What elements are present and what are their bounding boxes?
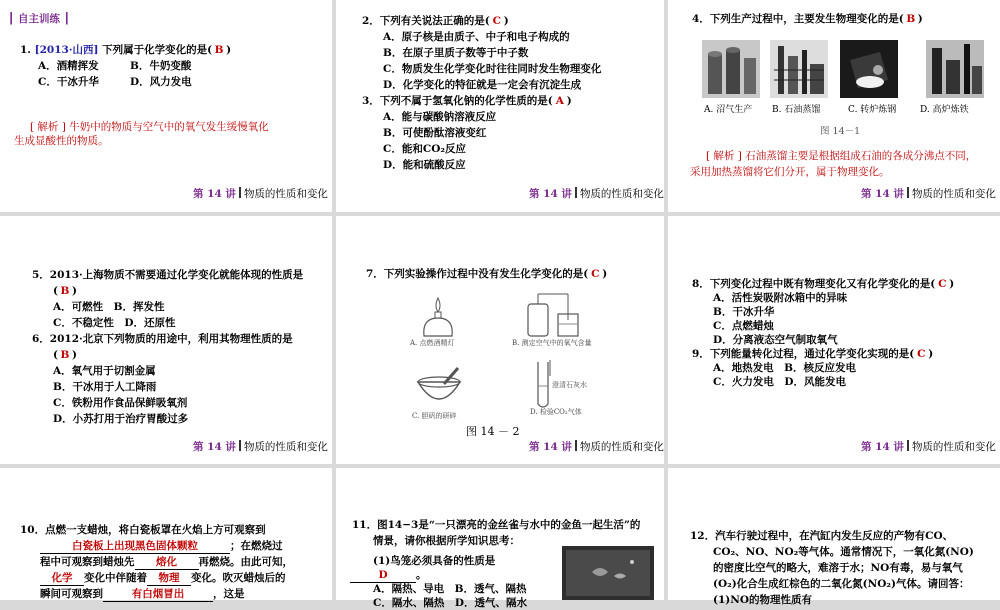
question-1 bbox=[20, 43, 231, 57]
paren-close: ) bbox=[71, 285, 77, 297]
lecture-title: 物质的性质和变化 bbox=[579, 441, 664, 453]
sub-question: (1)鸟笼必须具备的性质是 bbox=[373, 555, 496, 567]
paren-close: ) bbox=[928, 348, 934, 360]
figure-label: 图 14－1 bbox=[820, 126, 861, 137]
option: C．火力发电 D．风能发电 bbox=[713, 376, 846, 388]
text-span: 再燃烧。由此可知， bbox=[198, 556, 293, 568]
oxygen-measure-apparatus-icon bbox=[522, 290, 582, 340]
answer: B bbox=[906, 13, 916, 25]
option: C．铁粉用作食品保鲜吸氧剂 bbox=[53, 397, 188, 409]
fill-line bbox=[40, 539, 283, 554]
slide-9[interactable] bbox=[668, 468, 1000, 606]
option: A．原子核是由质子、中子和电子构成的 bbox=[383, 31, 570, 43]
answer: C bbox=[591, 268, 600, 280]
fill-line: D 。 bbox=[350, 568, 427, 583]
analysis-tag: [ 解析 ] bbox=[706, 150, 742, 162]
diagram-caption: B. 测定空气中的氧气含量 bbox=[512, 339, 592, 347]
option: A．活性炭吸附冰箱中的异味 bbox=[713, 292, 848, 304]
lecture-number: 第 14 讲 bbox=[529, 188, 572, 200]
option: D．化学变化的特征就是一定会有沉淀生成 bbox=[383, 79, 582, 91]
option: B．牛奶变酸 bbox=[130, 60, 192, 72]
answer: A bbox=[555, 95, 564, 107]
answer: C bbox=[492, 15, 501, 27]
limewater-label: 澄清石灰水 bbox=[552, 381, 587, 389]
option: C．能和CO₂反应 bbox=[383, 143, 466, 155]
paren-close: ) bbox=[949, 278, 955, 290]
question-source: [2013·山西] bbox=[34, 44, 99, 56]
option: D．小苏打用于治疗胃酸过多 bbox=[53, 413, 189, 425]
fill-blank: 物理 bbox=[147, 571, 191, 586]
slide-1[interactable] bbox=[0, 0, 332, 212]
option: D．能和硫酸反应 bbox=[383, 159, 466, 171]
fill-blank: 有白烟冒出 bbox=[103, 587, 213, 602]
paren-open: ( bbox=[53, 285, 58, 297]
question-text: 2．下列有关说法正确的是( bbox=[362, 15, 490, 27]
option: C．隔水、隔热 D．透气、隔水 bbox=[373, 597, 527, 609]
question-2 bbox=[362, 14, 509, 28]
question-5: 5．2013·上海物质不需要通过化学变化就能体现的性质是 bbox=[32, 269, 304, 281]
slide-footer bbox=[529, 440, 664, 454]
slide-7[interactable] bbox=[0, 468, 332, 600]
paren-close: ) bbox=[566, 95, 572, 107]
option: B．在原子里质子数等于中子数 bbox=[383, 47, 529, 59]
footer-divider bbox=[907, 440, 909, 451]
option: A．隔热、导电 B．透气、隔热 bbox=[373, 583, 527, 595]
biogas-photo bbox=[702, 40, 760, 98]
section-header: ┃ 自主训练 ┃ bbox=[8, 13, 70, 25]
photo-caption: C. 转炉炼钢 bbox=[848, 105, 897, 115]
answer: B bbox=[60, 285, 70, 297]
footer-divider bbox=[239, 187, 241, 198]
mortar-pestle-icon bbox=[414, 366, 464, 412]
fill-blank: 化学 bbox=[40, 571, 84, 586]
slide-2[interactable] bbox=[336, 0, 664, 212]
question-12: 12．汽车行驶过程中，在汽缸内发生反应的产物有CO、 bbox=[690, 530, 954, 542]
paren-open: ( bbox=[53, 349, 58, 361]
lecture-title: 物质的性质和变化 bbox=[911, 441, 996, 453]
option: D．分离液态空气制取氧气 bbox=[713, 334, 838, 346]
option: A．地热发电 B．核反应发电 bbox=[713, 362, 857, 374]
question-text: 8．下列变化过程中既有物理变化又有化学变化的是( bbox=[692, 278, 936, 290]
slide-footer bbox=[193, 187, 328, 201]
alcohol-lamp-icon bbox=[416, 294, 460, 338]
slide-footer bbox=[193, 440, 328, 454]
lecture-title: 物质的性质和变化 bbox=[911, 188, 996, 200]
analysis-line bbox=[706, 149, 976, 163]
question-7 bbox=[366, 267, 607, 281]
diagram-caption: C. 胆矾的研碎 bbox=[412, 412, 457, 420]
question-number: 1. bbox=[20, 44, 31, 56]
slide-8[interactable] bbox=[336, 468, 664, 609]
answer-line bbox=[53, 284, 77, 298]
answer-line bbox=[53, 348, 77, 362]
lecture-number: 第 14 讲 bbox=[529, 441, 572, 453]
answer: B bbox=[214, 44, 224, 56]
option: B．可使酚酞溶液变红 bbox=[383, 127, 487, 139]
analysis-line bbox=[30, 120, 269, 134]
paren-close: ) bbox=[226, 44, 232, 56]
question-line: 的密度比空气的略大，难溶于水；NO有毒，易与氧气 bbox=[713, 562, 963, 574]
answer: C bbox=[938, 278, 947, 290]
option: A．氧气用于切割金属 bbox=[53, 365, 156, 377]
oil-distillation-photo bbox=[770, 40, 828, 98]
fill-blank: D bbox=[350, 568, 416, 583]
diagram-caption: D. 检验CO₂气体 bbox=[530, 408, 582, 416]
footer-divider bbox=[575, 440, 577, 451]
question-6: 6．2012·北京下列物质的用途中，利用其物理性质的是 bbox=[32, 333, 293, 345]
question-line: CO₂、NO、NO₂等气体。通常情况下，一氧化氮(NO) bbox=[713, 546, 974, 558]
option: A．酒精挥发 bbox=[38, 60, 99, 72]
lecture-number: 第 14 讲 bbox=[861, 441, 904, 453]
diagram-caption: A. 点燃酒精灯 bbox=[410, 339, 455, 347]
photo-caption: A. 沼气生产 bbox=[704, 105, 753, 115]
analysis-text: 石油蒸馏主要是根据组成石油的各成分沸点不同， bbox=[745, 150, 977, 162]
text-span: 变化中伴随着 bbox=[84, 572, 147, 584]
analysis-line: 采用加热蒸馏将它们分开，属于物理变化。 bbox=[690, 166, 890, 178]
slide-5[interactable] bbox=[336, 216, 664, 464]
option: C．物质发生化学变化时往往同时发生物理变化 bbox=[383, 63, 602, 75]
question-text: 下列属于化学变化的是( bbox=[102, 44, 213, 56]
question-4 bbox=[692, 12, 923, 26]
photo-caption: D. 高炉炼铁 bbox=[920, 105, 969, 115]
slide-4[interactable] bbox=[0, 216, 332, 464]
paren-close: ) bbox=[71, 349, 77, 361]
text-span: ，这是 bbox=[213, 588, 245, 600]
option: D．风力发电 bbox=[130, 76, 192, 88]
answer: B bbox=[60, 349, 70, 361]
text-span: 程中可观察到蜡烛先 bbox=[40, 556, 135, 568]
question-line: (O₂)化合生成红棕色的二氧化氮(NO₂)气体。请回答： bbox=[713, 578, 970, 590]
fill-line bbox=[40, 571, 286, 586]
photo-caption: B. 石油蒸馏 bbox=[772, 105, 821, 115]
blast-furnace-photo bbox=[926, 40, 984, 98]
question-text: 4．下列生产过程中，主要发生物理变化的是( bbox=[692, 13, 904, 25]
slide-footer bbox=[861, 440, 996, 454]
question-11: 11．图14−3是“一只漂亮的金丝雀与水中的金鱼一起生活”的 bbox=[352, 519, 641, 531]
analysis-line: 生成显酸性的物质。 bbox=[14, 135, 109, 147]
paren-close: ) bbox=[602, 268, 608, 280]
footer-divider bbox=[907, 187, 909, 198]
answer: C bbox=[917, 348, 926, 360]
option: A．能与碳酸钠溶液反应 bbox=[383, 111, 497, 123]
question-text: 3．下列不属于氢氧化钠的化学性质的是( bbox=[362, 95, 553, 107]
fill-blank: 白瓷板上出现黑色固体颗粒 bbox=[40, 539, 230, 554]
text-span: 瞬间可观察到 bbox=[40, 588, 103, 600]
analysis-tag: [ 解析 ] bbox=[30, 121, 66, 133]
question-line: 情景，请你根据所学知识思考： bbox=[373, 535, 520, 547]
option: C．干冰升华 bbox=[38, 76, 99, 88]
option: A．可燃性 B．挥发性 bbox=[53, 301, 165, 313]
question-text: 7．下列实验操作过程中没有发生化学变化的是( bbox=[366, 268, 589, 280]
converter-steel-photo bbox=[840, 40, 898, 98]
figure-label: 图 14 － 2 bbox=[466, 425, 520, 438]
footer-divider bbox=[239, 440, 241, 451]
bird-fishtank-photo bbox=[562, 546, 654, 600]
fill-blank: 熔化 bbox=[135, 555, 199, 570]
lecture-number: 第 14 讲 bbox=[193, 188, 236, 200]
footer-divider bbox=[575, 187, 577, 198]
fill-line bbox=[40, 587, 245, 602]
question-10: 10．点燃一支蜡烛，将白瓷板罩在火焰上方可观察到 bbox=[20, 524, 266, 536]
option: B．干冰用于人工降雨 bbox=[53, 381, 157, 393]
question-9 bbox=[692, 347, 933, 361]
text-span: ；在燃烧过 bbox=[230, 540, 283, 552]
question-3 bbox=[362, 94, 572, 108]
fill-line bbox=[40, 555, 293, 570]
lecture-number: 第 14 讲 bbox=[193, 441, 236, 453]
question-text: 9．下列能量转化过程，通过化学变化实现的是( bbox=[692, 348, 915, 360]
sub-question: (1)NO的物理性质有 bbox=[713, 594, 812, 606]
slide-6[interactable] bbox=[668, 216, 1000, 464]
paren-close: ) bbox=[917, 13, 923, 25]
option: C．不稳定性 D．还原性 bbox=[53, 317, 176, 329]
lecture-title: 物质的性质和变化 bbox=[243, 441, 328, 453]
lecture-number: 第 14 讲 bbox=[861, 188, 904, 200]
slide-footer bbox=[861, 187, 996, 201]
slide-footer bbox=[529, 187, 664, 201]
paren-close: ) bbox=[503, 15, 509, 27]
lecture-title: 物质的性质和变化 bbox=[579, 188, 664, 200]
question-8 bbox=[692, 277, 954, 291]
option: B．干冰升华 bbox=[713, 306, 775, 318]
lecture-title: 物质的性质和变化 bbox=[243, 188, 328, 200]
analysis-text: 牛奶中的物质与空气中的氧气发生缓慢氧化 bbox=[69, 121, 269, 133]
text-span: 变化。吹灭蜡烛后的 bbox=[191, 572, 286, 584]
option: C．点燃蜡烛 bbox=[713, 320, 774, 332]
slide-3[interactable] bbox=[668, 0, 1000, 212]
